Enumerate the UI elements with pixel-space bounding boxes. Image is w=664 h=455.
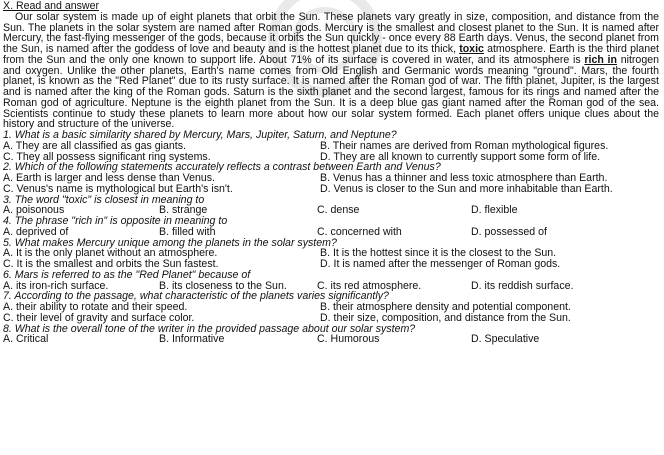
q1-option-a: A. They are all classified as gas giants.	[3, 140, 186, 152]
worksheet	[3, 1, 659, 345]
question-5-options	[3, 248, 659, 270]
q7-option-c: C. their level of gravity and surface color.	[3, 312, 195, 324]
q3-option-a: A. poisonous	[3, 205, 65, 216]
question-1: 1. What is a basic similarity shared by Mercury, Mars, Jupiter, Saturn, and Neptune?	[3, 129, 397, 141]
q5-option-b: B. It is the hottest since it is the closest to the Sun.	[320, 248, 557, 259]
q7-option-d: D. their size, composition, and distance from the Sun.	[320, 312, 571, 324]
q6-option-c: C. its red atmosphere.	[317, 280, 422, 292]
question-8-options	[3, 334, 659, 345]
q2-option-c: C. Venus's name is mythological but Earth's isn't.	[3, 183, 233, 195]
q1-option-c: C. They all possess significant ring systems.	[3, 151, 211, 163]
passage-part-3: nitrogen and oxygen. Unlike the other planets, Earth's name comes from Old English and Germanic words meaning "ground". Mars, the fourth planet, is known as the "Red Planet" due to its rusty surface. It is named after the Roman god of war. The fifth planet, Jupiter, is the largest and is named after the king of the Roman gods. Saturn is the sixth planet and the second largest, famous for its rings and named after the Roman god of agriculture. Neptune is the eighth planet from the Sun. It is a deep blue gas giant named after the Roman god of the sea. Scientists continue to study these planets to learn more about how our solar system formed. Each planet offers unique clues about the history and structure of the universe.	[3, 53, 660, 131]
question-5: 5. What makes Mercury unique among the planets in the solar system?	[3, 236, 337, 249]
q1-option-d: D. They are all known to currently support some form of life.	[320, 151, 601, 163]
q2-option-a: A. Earth is larger and less dense than Venus.	[3, 173, 216, 184]
q5-option-d: D. It is named after the messenger of Roman gods.	[320, 259, 561, 270]
question-3: 3. The word "toxic" is closest in meaning to	[3, 193, 205, 206]
q5-option-a: A. It is the only planet without an atmosphere.	[3, 248, 218, 259]
q6-option-b: B. its closeness to the Sun.	[159, 280, 287, 292]
q5-option-c: C. It is the smallest and orbits the Sun fastest.	[3, 259, 219, 270]
q8-option-a: A. Critical	[3, 334, 49, 345]
reading-passage	[3, 12, 659, 130]
q8-option-c: C. Humorous	[317, 334, 380, 345]
question-2-options	[3, 173, 659, 195]
q4-option-b: B. filled with	[159, 226, 216, 238]
q3-option-b: B. strange	[159, 205, 208, 216]
question-7-options	[3, 302, 659, 324]
question-8: 8. What is the overall tone of the writer in the provided passage about our solar system?	[3, 322, 416, 335]
question-4: 4. The phrase "rich in" is opposite in meaning to	[3, 215, 228, 227]
passage-part-1: Our solar system is made up of eight planets that orbit the Sun. These planets vary greatly in size, composition, and distance from the Sun. The planets in the solar system are named after Roman gods. Mercury is the smallest and closest planet to the Sun. It is named after Mercury, the fast-flying messenger of the gods, because it orbits the Sun quickly - once every 88 Earth days. Venus, the second planet from the Sun, is named after the goddess of love and beauty and is the hottest planet due to its thick,	[3, 10, 659, 55]
section-title: X. Read and answer	[3, 0, 99, 12]
q8-option-d: D. Speculative	[471, 334, 540, 345]
q4-option-a: A. deprived of	[3, 226, 69, 238]
q1-option-b: B. Their names are derived from Roman mythological figures.	[320, 140, 609, 152]
q6-option-a: A. its iron-rich surface.	[3, 280, 109, 292]
q2-option-d: D. Venus is closer to the Sun and more inhabitable than Earth.	[320, 183, 613, 195]
q8-option-b: B. Informative	[159, 334, 225, 345]
highlight-rich-in: rich in	[584, 53, 617, 66]
highlight-toxic: toxic	[459, 43, 484, 55]
q4-option-d: D. possessed of	[471, 226, 547, 238]
q2-option-b: B. Venus has a thinner and less toxic atmosphere than Earth.	[320, 173, 608, 184]
q6-option-d: D. its reddish surface.	[471, 280, 574, 292]
passage-part-2: atmosphere. Earth is the third planet from the Sun and the only one known to support life. About 71% of its surface is covered in water, and its atmosphere is	[3, 43, 659, 66]
question-6: 6. Mars is referred to as the "Red Planet" because of	[3, 268, 251, 281]
q3-option-c: C. dense	[317, 205, 360, 216]
question-1-options	[3, 141, 659, 163]
q3-option-d: D. flexible	[471, 205, 518, 216]
q7-option-a: A. their ability to rotate and their speed.	[3, 302, 188, 313]
question-2: 2. Which of the following statements accurately reflects a contrast between Earth and Venus?	[3, 161, 441, 174]
question-7: 7. According to the passage, what characteristic of the planets varies significantly?	[3, 290, 389, 303]
q4-option-c: C. concerned with	[317, 226, 402, 238]
q7-option-b: B. their atmosphere density and potential component.	[320, 302, 571, 313]
question-4-options	[3, 227, 659, 238]
